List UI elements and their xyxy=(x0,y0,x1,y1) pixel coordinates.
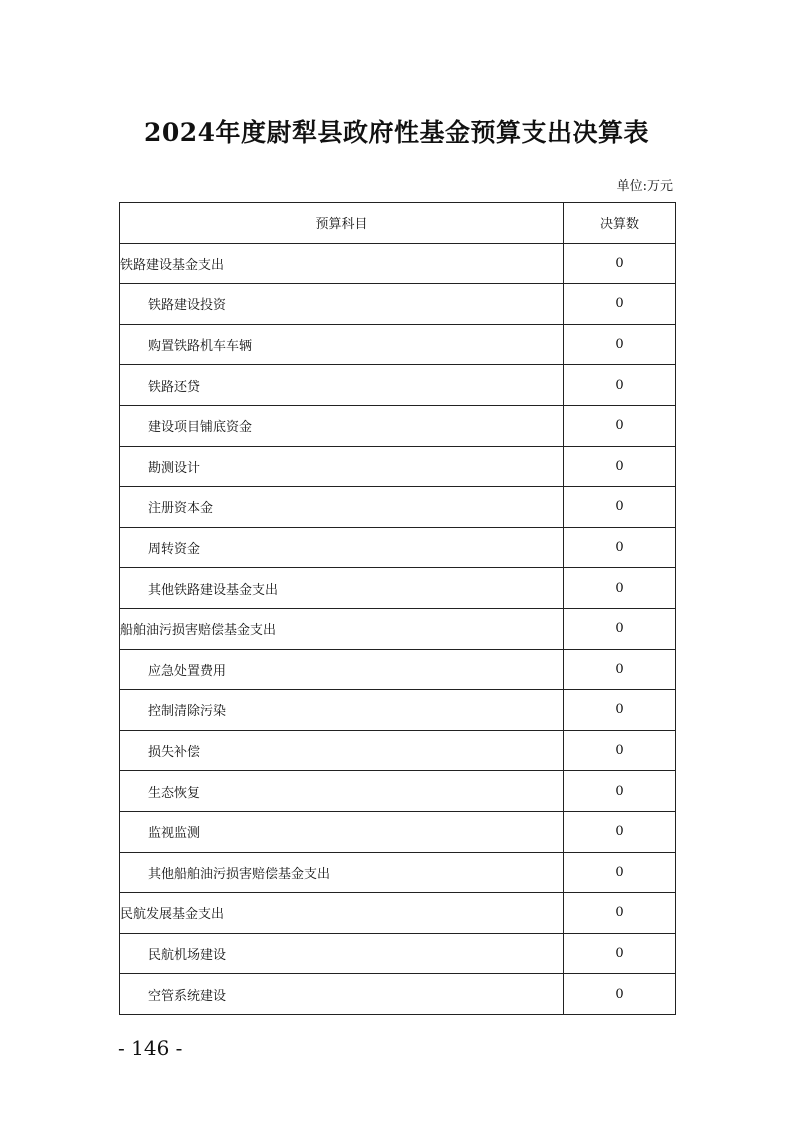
table-row xyxy=(120,405,676,446)
table-row xyxy=(120,893,676,934)
final-amount-value: 0 xyxy=(564,811,676,852)
table-row xyxy=(120,974,676,1015)
table-row xyxy=(120,243,676,284)
table-row xyxy=(120,487,676,528)
table-row xyxy=(120,568,676,609)
budget-item-name: 控制清除污染 xyxy=(120,690,564,731)
final-amount-value: 0 xyxy=(564,649,676,690)
page-number: - 146 - xyxy=(118,1036,183,1060)
table-row xyxy=(120,771,676,812)
table-row xyxy=(120,365,676,406)
budget-item-name: 建设项目铺底资金 xyxy=(120,405,564,446)
final-amount-value: 0 xyxy=(564,527,676,568)
budget-item-name: 购置铁路机车车辆 xyxy=(120,324,564,365)
budget-item-name: 铁路建设投资 xyxy=(120,284,564,325)
budget-item-name: 其他铁路建设基金支出 xyxy=(120,568,564,609)
final-amount-value: 0 xyxy=(564,933,676,974)
budget-item-name: 民航发展基金支出 xyxy=(120,893,564,934)
page-title: 2024年度尉犁县政府性基金预算支出决算表 xyxy=(143,118,650,147)
budget-item-name: 周转资金 xyxy=(120,527,564,568)
final-amount-value: 0 xyxy=(564,974,676,1015)
table-row xyxy=(120,284,676,325)
budget-table xyxy=(119,202,676,1015)
unit-label: 单位:万元 xyxy=(616,179,673,194)
budget-item-name: 勘测设计 xyxy=(120,446,564,487)
budget-item-name: 生态恢复 xyxy=(120,771,564,812)
table-body xyxy=(120,243,676,1014)
table-row xyxy=(120,527,676,568)
budget-item-name: 铁路还贷 xyxy=(120,365,564,406)
final-amount-value: 0 xyxy=(564,568,676,609)
column-header-final-amount: 决算数 xyxy=(564,203,676,244)
final-amount-value: 0 xyxy=(564,608,676,649)
final-amount-value: 0 xyxy=(564,365,676,406)
budget-item-name: 铁路建设基金支出 xyxy=(120,243,564,284)
final-amount-value: 0 xyxy=(564,446,676,487)
table-row xyxy=(120,446,676,487)
final-amount-value: 0 xyxy=(564,284,676,325)
table-row xyxy=(120,608,676,649)
final-amount-value: 0 xyxy=(564,893,676,934)
table-row xyxy=(120,649,676,690)
column-header-budget-item: 预算科目 xyxy=(120,203,564,244)
final-amount-value: 0 xyxy=(564,487,676,528)
table-row xyxy=(120,852,676,893)
final-amount-value: 0 xyxy=(564,324,676,365)
budget-item-name: 应急处置费用 xyxy=(120,649,564,690)
table-row xyxy=(120,690,676,731)
final-amount-value: 0 xyxy=(564,730,676,771)
table-row xyxy=(120,324,676,365)
table-row xyxy=(120,933,676,974)
budget-item-name: 船舶油污损害赔偿基金支出 xyxy=(120,608,564,649)
budget-item-name: 空管系统建设 xyxy=(120,974,564,1015)
final-amount-value: 0 xyxy=(564,690,676,731)
final-amount-value: 0 xyxy=(564,852,676,893)
table-row xyxy=(120,811,676,852)
budget-item-name: 注册资本金 xyxy=(120,487,564,528)
budget-item-name: 其他船舶油污损害赔偿基金支出 xyxy=(120,852,564,893)
budget-item-name: 监视监测 xyxy=(120,811,564,852)
final-amount-value: 0 xyxy=(564,771,676,812)
table-row xyxy=(120,730,676,771)
final-amount-value: 0 xyxy=(564,243,676,284)
budget-item-name: 民航机场建设 xyxy=(120,933,564,974)
budget-item-name: 损失补偿 xyxy=(120,730,564,771)
table-header-row xyxy=(120,203,676,244)
final-amount-value: 0 xyxy=(564,405,676,446)
